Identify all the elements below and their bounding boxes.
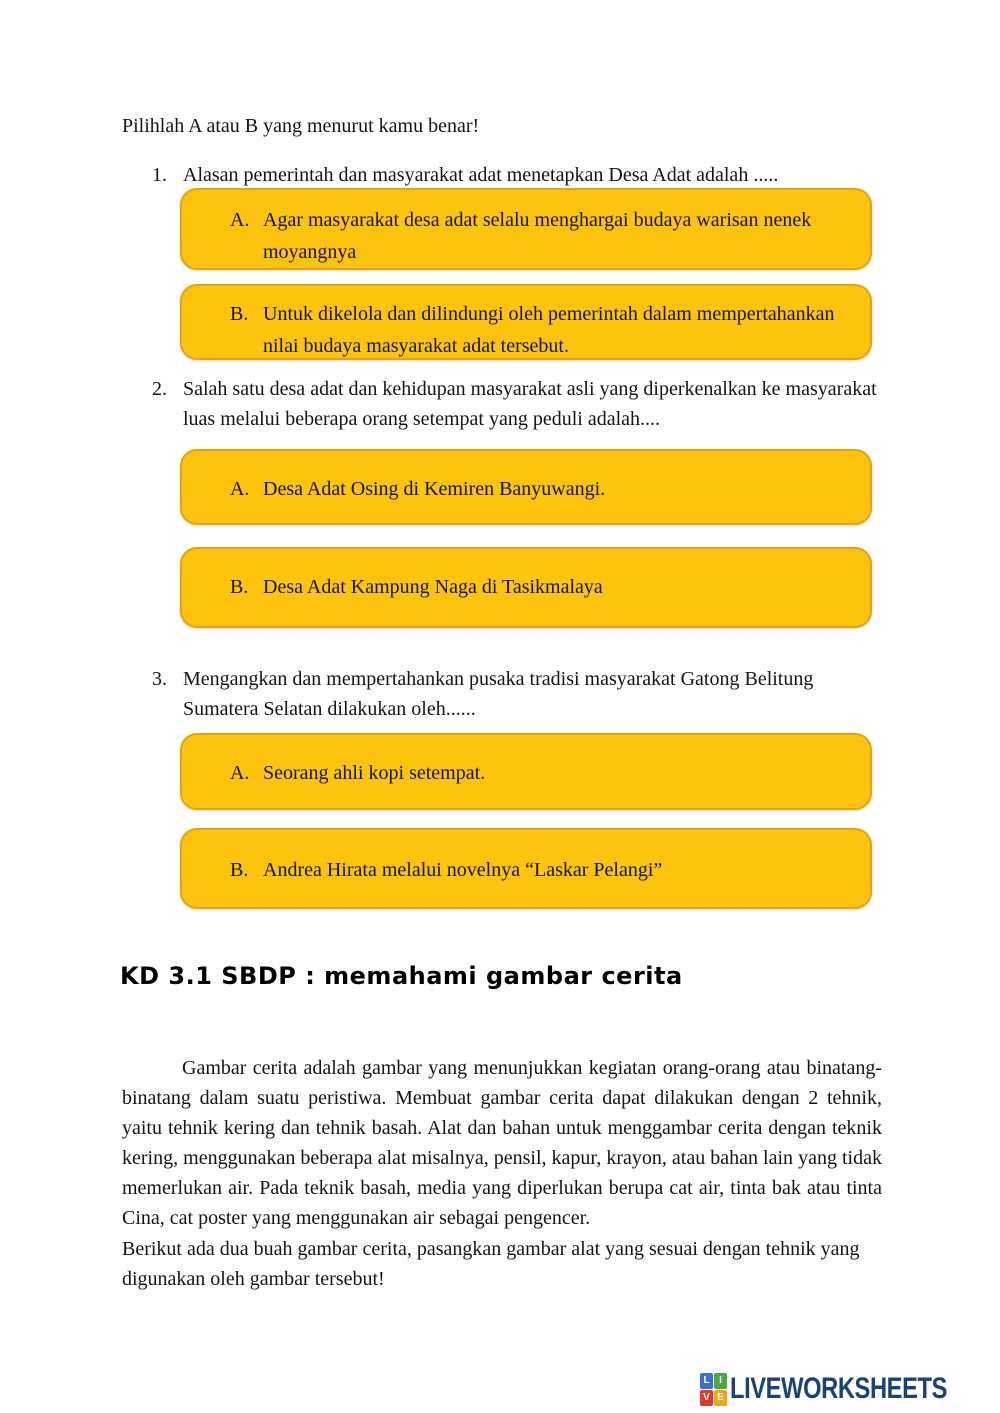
liveworksheets-logo-text: LIVEWORKSHEETS [730, 1372, 948, 1405]
option-text: Seorang ahli kopi setempat. [263, 762, 486, 784]
option-text: Agar masyarakat desa adat selalu menghargai budaya warisan nenek moyangnya [263, 209, 812, 263]
logo-tile-e: E [714, 1390, 727, 1406]
question-2 [152, 374, 892, 434]
question-number: 2. [152, 378, 167, 400]
option-text: Andrea Hirata melalui novelnya “Laskar Pelangi” [263, 859, 663, 881]
question-1-option-b[interactable] [180, 284, 872, 360]
question-text: Salah satu desa adat dan kehidupan masyarakat asli yang diperkenalkan ke masyarakat luas melalui beberapa orang setempat yang peduli adalah.... [183, 378, 877, 430]
option-text: Untuk dikelola dan dilindungi oleh pemerintah dalam mempertahankan nilai budaya masyarakat adat tersebut. [263, 303, 835, 357]
paragraph-gambar-cerita: Gambar cerita adalah gambar yang menunjukkan kegiatan orang-orang atau binatang-binatang dalam suatu peristiwa. Membuat gambar cerita dapat dilakukan dengan 2 tehnik, yaitu tehnik kering dan tehnik basah. Alat dan bahan untuk menggambar cerita dengan teknik kering, menggunakan beberapa alat misalnya, pensil, kapur, krayon, atau bahan lain yang tidak memerlukan air. Pada teknik basah, media yang diperlukan berupa cat air, tinta bak atau tinta Cina, cat poster yang menggunakan air sebagai pengencer. [122, 1057, 882, 1229]
question-1 [152, 160, 892, 190]
question-3 [152, 664, 892, 724]
option-letter: A. [230, 478, 250, 500]
option-text: Desa Adat Osing di Kemiren Banyuwangi. [263, 478, 606, 500]
question-number: 3. [152, 668, 167, 690]
liveworksheets-logo-icon [700, 1373, 727, 1406]
logo-tile-l: L [700, 1373, 713, 1389]
question-1-option-a[interactable] [180, 188, 872, 270]
intro-instruction: Pilihlah A atau B yang menurut kamu benar! [122, 115, 480, 137]
option-letter: B. [230, 303, 249, 325]
question-3-option-a[interactable] [180, 733, 872, 810]
option-letter: B. [230, 859, 249, 881]
question-2-option-a[interactable] [180, 449, 872, 525]
section-heading-kd31-sbdp: KD 3.1 SBDP : memahami gambar cerita [120, 962, 683, 990]
question-3-option-b[interactable] [180, 828, 872, 909]
question-text: Alasan pemerintah dan masyarakat adat menetapkan Desa Adat adalah ..... [183, 164, 779, 186]
paragraph-instruction-pasangkan: Berikut ada dua buah gambar cerita, pasangkan gambar alat yang sesuai dengan tehnik yang digunakan oleh gambar tersebut! [122, 1238, 860, 1290]
question-number: 1. [152, 164, 167, 186]
option-text: Desa Adat Kampung Naga di Tasikmalaya [263, 576, 603, 598]
question-2-option-b[interactable] [180, 547, 872, 628]
option-letter: A. [230, 209, 250, 231]
liveworksheets-logo[interactable] [700, 1372, 1000, 1406]
question-text: Mengangkan dan mempertahankan pusaka tradisi masyarakat Gatong Belitung Sumatera Selatan dilakukan oleh...... [183, 668, 814, 720]
option-letter: A. [230, 762, 250, 784]
logo-tile-v: V [700, 1390, 713, 1406]
logo-tile-i: I [714, 1373, 727, 1389]
option-letter: B. [230, 576, 249, 598]
